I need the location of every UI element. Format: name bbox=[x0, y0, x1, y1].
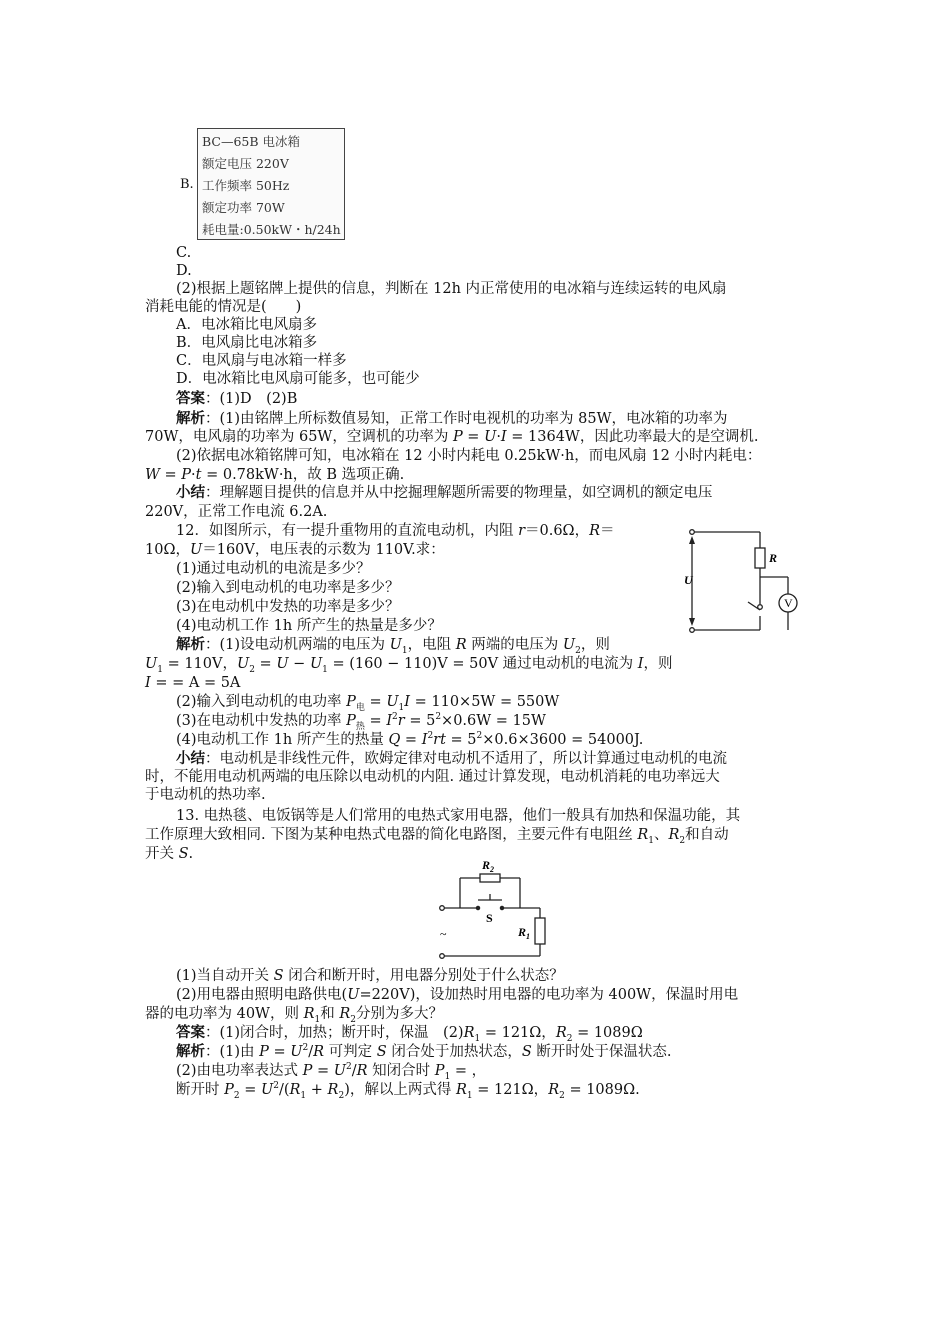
q13-part1: (1)当自动开关 S 闭合和断开时，用电器分别处于什么状态？ bbox=[176, 968, 564, 984]
fridge-nameplate bbox=[197, 128, 345, 240]
q12-sol-line4: (2)输入到电动机的电功率 $P_电 = U_1I = 110\times 5W = 550W$ bbox=[176, 694, 560, 713]
q11-jiexi-line4: W = P·t = 0.78kW·h，故 B 选项正确. bbox=[145, 467, 405, 483]
r2-label: $R_2$ bbox=[482, 858, 495, 874]
q11-part2-line1: (2)根据上题铭牌上提供的信息，判断在 12h 内正常使用的电冰箱与连续运转的电风扇 bbox=[176, 281, 727, 297]
q12-line2: 10Ω，U＝160V，电压表的示数为 110V.求： bbox=[145, 542, 445, 558]
q12-sol-line5: (3)在电动机中发热的功率 $P_热 = I^2r = 5^2\times 0.6W = 15W$ bbox=[176, 712, 546, 732]
q12-sol-line6: (4)电动机工作 1h 所产生的热量 $Q = I^2rt = 5^2\times 0.6\times 3600 = 54000J$. bbox=[176, 731, 644, 748]
plate-line: 工作频率 50Hz bbox=[202, 178, 290, 193]
q11-summary-line2: 220V，正常工作电流 6.2A. bbox=[145, 504, 328, 520]
q13-part2-line1: (2)用电器由照明电路供电(U=220V)，设加热时用电器的电功率为 400W，保温时用电 bbox=[176, 987, 739, 1003]
r-label: R bbox=[769, 551, 778, 565]
q11-jiexi-line1: 解析：(1)由铭牌上所标数值易知，正常工作时电视机的功率为 85W，电冰箱的功率为 bbox=[176, 410, 728, 427]
ac-source-icon: ~ bbox=[440, 927, 447, 941]
resistor-r1 bbox=[535, 918, 545, 944]
r1-label: $R_1$ bbox=[518, 925, 531, 941]
q13-line3: 开关 S. bbox=[145, 846, 194, 862]
q11-answer: 答案：(1)D (2)B bbox=[176, 390, 298, 407]
plate-line: BC—65B 电冰箱 bbox=[202, 134, 301, 149]
q12-sol-line3: I = = A = 5A bbox=[145, 675, 241, 691]
q12-line1: 12．如图所示，有一提升重物用的直流电动机，内阻 r＝0.6Ω，R＝ bbox=[176, 523, 615, 539]
q12-sub3: (3)在电动机中发热的功率是多少？ bbox=[176, 599, 400, 615]
q13-jiexi-line2: (2)由电功率表达式 $P = U^2/R$ 知闭合时 $P_1$ = ， bbox=[176, 1062, 487, 1082]
choice-c: C．电风扇与电冰箱一样多 bbox=[176, 353, 347, 369]
option-d: D. bbox=[176, 263, 192, 279]
q13-jiexi-line1: 解析：(1)由 $P = U^2/R$ 可判定 S 闭合处于加热状态，S 断开时处于保温状态. bbox=[176, 1043, 672, 1060]
q11-jiexi-line3: (2)依据电冰箱铭牌可知，电冰箱在 12 小时内耗电 0.25kW·h，而电风扇 12 小时内耗电： bbox=[176, 448, 762, 464]
q12-summary-line3: 于电动机的热功率. bbox=[145, 787, 266, 803]
q12-sol-line1: 解析：(1)设电动机两端的电压为 $U_1$，电阻 R 两端的电压为 $U_2$，则 bbox=[176, 636, 610, 656]
heater-circuit-diagram bbox=[430, 856, 560, 966]
q13-line1: 13. 电热毯、电饭锅等是人们常用的电热式家用电器，他们一般具有加热和保温功能，其 bbox=[176, 808, 741, 824]
q13-answer: 答案：(1)闭合时，加热；断开时，保温 $(2)R_1 = 121\Omega$，$R_2 = 1089\Omega$ bbox=[176, 1024, 643, 1044]
q13-part2-line2: 器的电功率为 40W，则 $R_1$和 $R_2$分别为多大？ bbox=[145, 1006, 443, 1025]
option-b-marker: B. bbox=[180, 177, 194, 192]
q12-sub4: (4)电动机工作 1h 所产生的热量是多少？ bbox=[176, 618, 442, 634]
choice-a: A．电冰箱比电风扇多 bbox=[176, 317, 317, 333]
q12-sub2: (2)输入到电动机的电功率是多少？ bbox=[176, 580, 400, 596]
q11-part2-line2: 消耗电能的情况是( ) bbox=[145, 299, 302, 315]
q13-line2: 工作原理大致相同. 下图为某种电热式电器的简化电路图，主要元件有电阻丝 $R_1$、$R_2$和自动 bbox=[145, 827, 729, 846]
q13-jiexi-line3: 断开时 $P_2 = U^2/(R_1 + R_2)$，解以上两式得 $R_1 = 121\Omega$，$R_2 = 1089\Omega$. bbox=[176, 1081, 640, 1101]
q12-sub1: (1)通过电动机的电流是多少？ bbox=[176, 561, 371, 577]
u-label: U bbox=[684, 573, 693, 587]
resistor-r bbox=[755, 548, 765, 568]
q11-summary-line1: 小结：理解题目提供的信息并从中挖掘理解题所需要的物理量，如空调机的额定电压 bbox=[176, 484, 713, 501]
q12-summary-line2: 时，不能用电动机两端的电压除以电动机的内阻. 通过计算发现，电动机消耗的电功率远大 bbox=[145, 769, 720, 785]
option-c: C. bbox=[176, 245, 192, 261]
v-label: V bbox=[784, 596, 793, 610]
q12-summary-line1: 小结：电动机是非线性元件，欧姆定律对电动机不适用了，所以计算通过电动机的电流 bbox=[176, 750, 727, 767]
choice-d: D．电冰箱比电风扇可能多，也可能少 bbox=[176, 371, 420, 387]
resistor-r2 bbox=[480, 874, 500, 882]
motor-circuit-diagram bbox=[680, 522, 805, 640]
plate-line: 额定电压 220V bbox=[202, 156, 289, 171]
choice-b: B．电风扇比电冰箱多 bbox=[176, 335, 318, 351]
plate-line: 额定功率 70W bbox=[202, 200, 285, 215]
s-label: S bbox=[486, 911, 493, 925]
q12-sol-line2: $U_1 = 110V$，$U_2 = U - U_1 = (160 - 110)V = 50V$ 通过电动机的电流为 I，则 bbox=[145, 656, 673, 675]
q11-jiexi-line2: 70W，电风扇的功率为 65W，空调机的功率为 P = U·I = 1364W，因此功率最大的是空调机. bbox=[145, 429, 759, 445]
plate-line: 耗电量:0.50kW・h/24h bbox=[202, 222, 341, 237]
